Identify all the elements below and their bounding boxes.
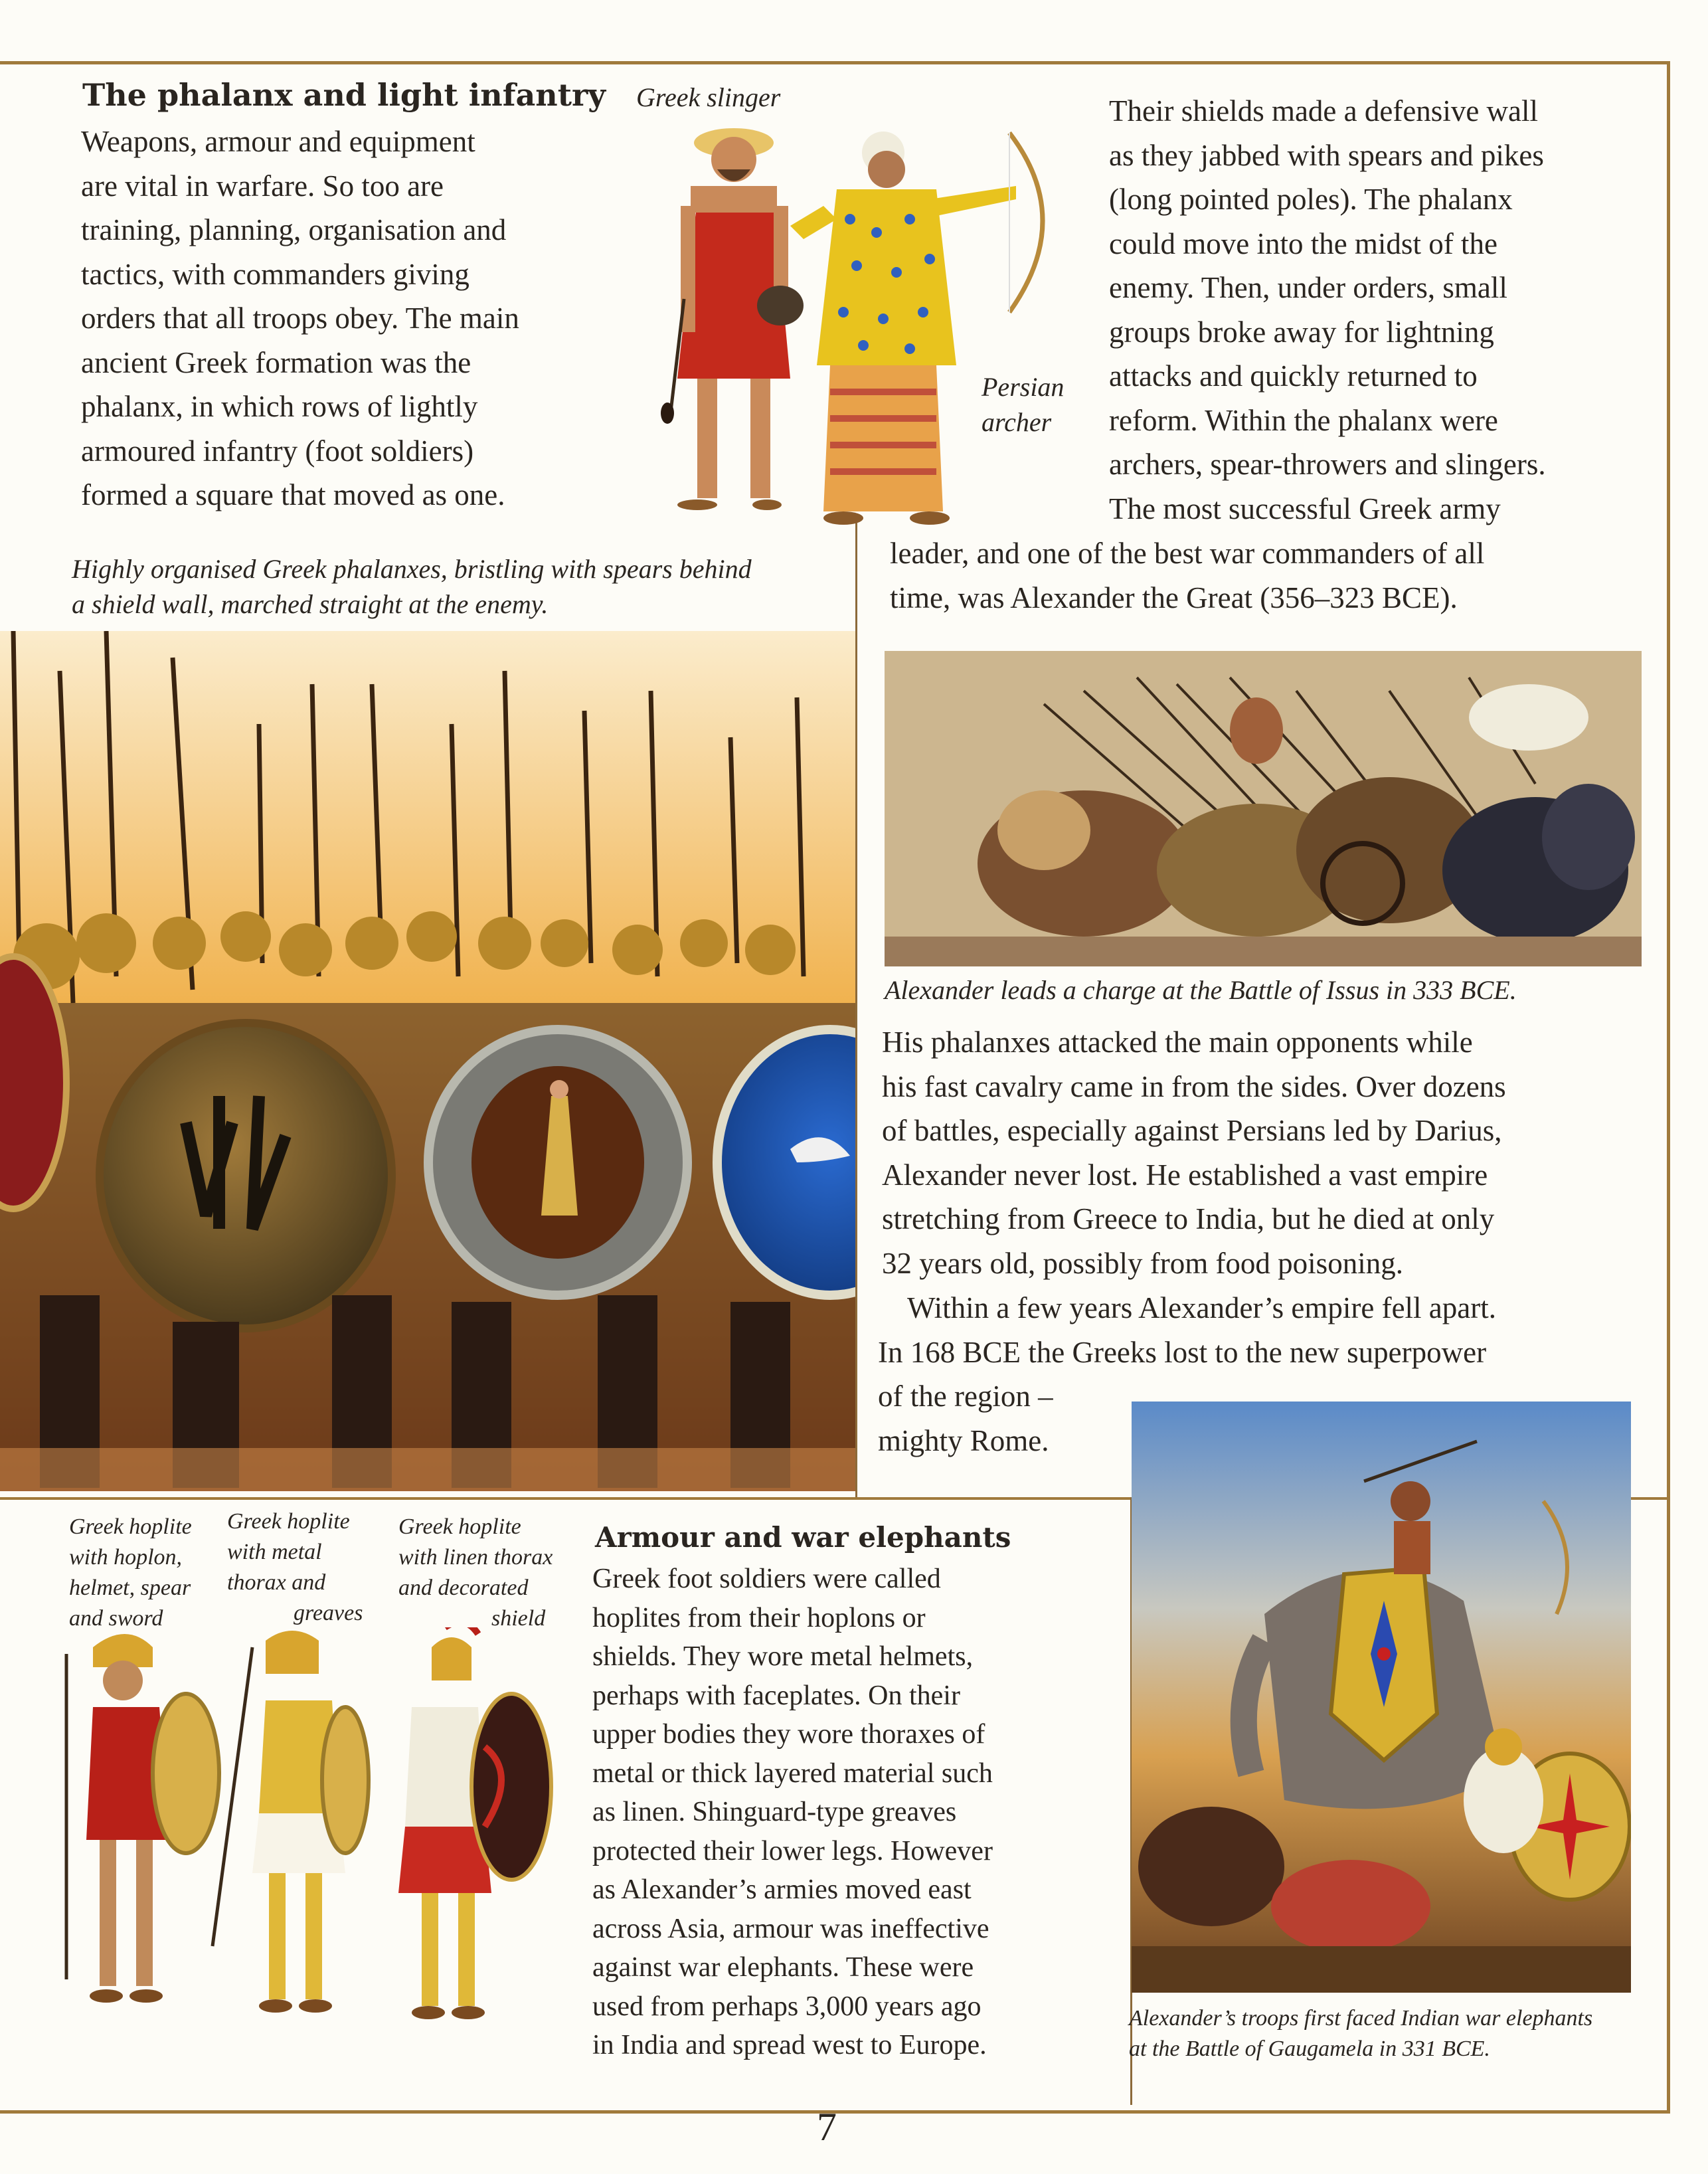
text-line: greaves <box>294 1601 363 1625</box>
text-line: his fast cavalry came in from the sides. Over dozens <box>882 1069 1506 1103</box>
armour-heading: Armour and war elephants <box>595 1521 1011 1554</box>
text-line: with metal <box>227 1540 322 1564</box>
text-line: in India and spread west to Europe. <box>592 2030 987 2060</box>
war-elephant-illustration <box>1132 1402 1631 1993</box>
text-line: with hoplon, <box>69 1545 183 1570</box>
hoplites-illustration <box>53 1627 564 2046</box>
hoplite-3-caption <box>398 1512 553 1634</box>
text-line: and sword <box>69 1606 163 1631</box>
text-line: (long pointed poles). The phalanx <box>1109 183 1513 216</box>
text-line: Alexander never lost. He established a vast empire <box>882 1158 1488 1192</box>
armour-paragraph <box>592 1560 993 2065</box>
text-line: attacks and quickly returned to <box>1109 359 1478 393</box>
slinger-archer-illustration <box>624 113 1076 538</box>
text-line: shield <box>491 1606 546 1631</box>
phalanx-caption <box>72 551 752 622</box>
phalanx-heading: The phalanx and light infantry <box>82 77 606 113</box>
issus-caption: Alexander leads a charge at the Battle of Issus in 333 BCE. <box>885 975 1517 1005</box>
battle-of-issus-mosaic <box>885 651 1642 966</box>
text-line: groups broke away for lightning <box>1109 315 1494 349</box>
text-line: protected their lower legs. However <box>592 1835 993 1866</box>
hoplite-2-caption <box>227 1506 363 1629</box>
text-line: hoplites from their hoplons or <box>592 1602 926 1633</box>
text-line: In 168 BCE the Greeks lost to the new superpower <box>878 1335 1487 1369</box>
text-line: as linen. Shinguard-type greaves <box>592 1797 957 1827</box>
text-line: ancient Greek formation was the <box>81 345 471 379</box>
phalanx-illustration <box>0 631 855 1491</box>
text-line: enemy. Then, under orders, small <box>1109 271 1507 304</box>
text-line: training, planning, organisation and <box>81 213 507 246</box>
text-line: Within a few years Alexander’s empire fell apart. <box>907 1291 1496 1324</box>
text-line: Greek hoplite <box>69 1514 192 1539</box>
text-line: are vital in warfare. So too are <box>81 169 444 203</box>
slinger-label: Greek slinger <box>636 82 781 112</box>
text-line: reform. Within the phalanx were <box>1109 403 1498 437</box>
text-line: Greek foot soldiers were called <box>592 1564 941 1594</box>
page-border-right <box>1667 61 1670 2114</box>
text-line: across Asia, armour was ineffective <box>592 1913 989 1944</box>
text-line: a shield wall, marched straight at the enemy. <box>72 589 549 619</box>
column-divider <box>855 518 857 1497</box>
text-line: as Alexander’s armies moved east <box>592 1874 972 1905</box>
text-line: 32 years old, possibly from food poisoning. <box>882 1246 1403 1280</box>
text-line: and decorated <box>398 1576 529 1600</box>
phalanx-right-paragraph <box>1109 89 1546 531</box>
text-line: Their shields made a defensive wall <box>1109 94 1539 128</box>
text-line: formed a square that moved as one. <box>81 478 505 511</box>
text-line: orders that all troops obey. The main <box>81 302 519 335</box>
text-line: stretching from Greece to India, but he died at only <box>882 1202 1495 1235</box>
text-line: Highly organised Greek phalanxes, bristling with spears behind <box>72 554 752 584</box>
text-line: mighty Rome. <box>878 1423 1049 1457</box>
alexander-intro-paragraph <box>890 531 1484 620</box>
text-line: used from perhaps 3,000 years ago <box>592 1991 982 2022</box>
text-line: archers, spear-throwers and slingers. <box>1109 448 1546 481</box>
page-border-top <box>0 61 1670 64</box>
text-line: metal or thick layered material such <box>592 1758 993 1789</box>
issus-paragraph <box>882 1020 1506 1285</box>
text-line: as they jabbed with spears and pikes <box>1109 138 1544 172</box>
text-line: archer <box>982 407 1052 437</box>
text-line: helmet, spear <box>69 1576 191 1600</box>
hoplite-1-caption <box>69 1512 192 1634</box>
text-line: phalanx, in which rows of lightly <box>81 390 478 423</box>
archer-label <box>982 369 1064 440</box>
text-line: tactics, with commanders giving <box>81 257 470 291</box>
text-line: against war elephants. These were <box>592 1952 974 1983</box>
text-line: time, was Alexander the Great (356–323 BCE). <box>890 581 1458 614</box>
text-line: with linen thorax <box>398 1545 553 1570</box>
text-line: upper bodies they wore thoraxes of <box>592 1719 985 1750</box>
text-line: of battles, especially against Persians led by Darius, <box>882 1114 1502 1147</box>
page-number: 7 <box>817 2105 837 2149</box>
text-line: leader, and one of the best war commanders of all <box>890 537 1485 570</box>
text-line: Alexander’s troops first faced Indian war elephants <box>1129 2006 1593 2031</box>
text-line: perhaps with faceplates. On their <box>592 1680 960 1711</box>
elephant-caption <box>1129 2003 1592 2064</box>
phalanx-paragraph <box>81 120 519 517</box>
text-line: of the region – <box>878 1380 1053 1413</box>
text-line: Persian <box>982 372 1065 402</box>
text-line: Greek hoplite <box>398 1514 521 1539</box>
text-line: at the Battle of Gaugamela in 331 BCE. <box>1129 2037 1490 2061</box>
text-line: armoured infantry (foot soldiers) <box>81 434 474 468</box>
text-line: thorax and <box>227 1570 326 1595</box>
text-line: could move into the midst of the <box>1109 226 1497 260</box>
text-line: His phalanxes attacked the main opponents while <box>882 1026 1473 1059</box>
text-line: shields. They wore metal helmets, <box>592 1641 974 1672</box>
text-line: Greek hoplite <box>227 1509 350 1534</box>
text-line: The most successful Greek army <box>1109 492 1501 525</box>
text-line: Weapons, armour and equipment <box>81 125 475 158</box>
